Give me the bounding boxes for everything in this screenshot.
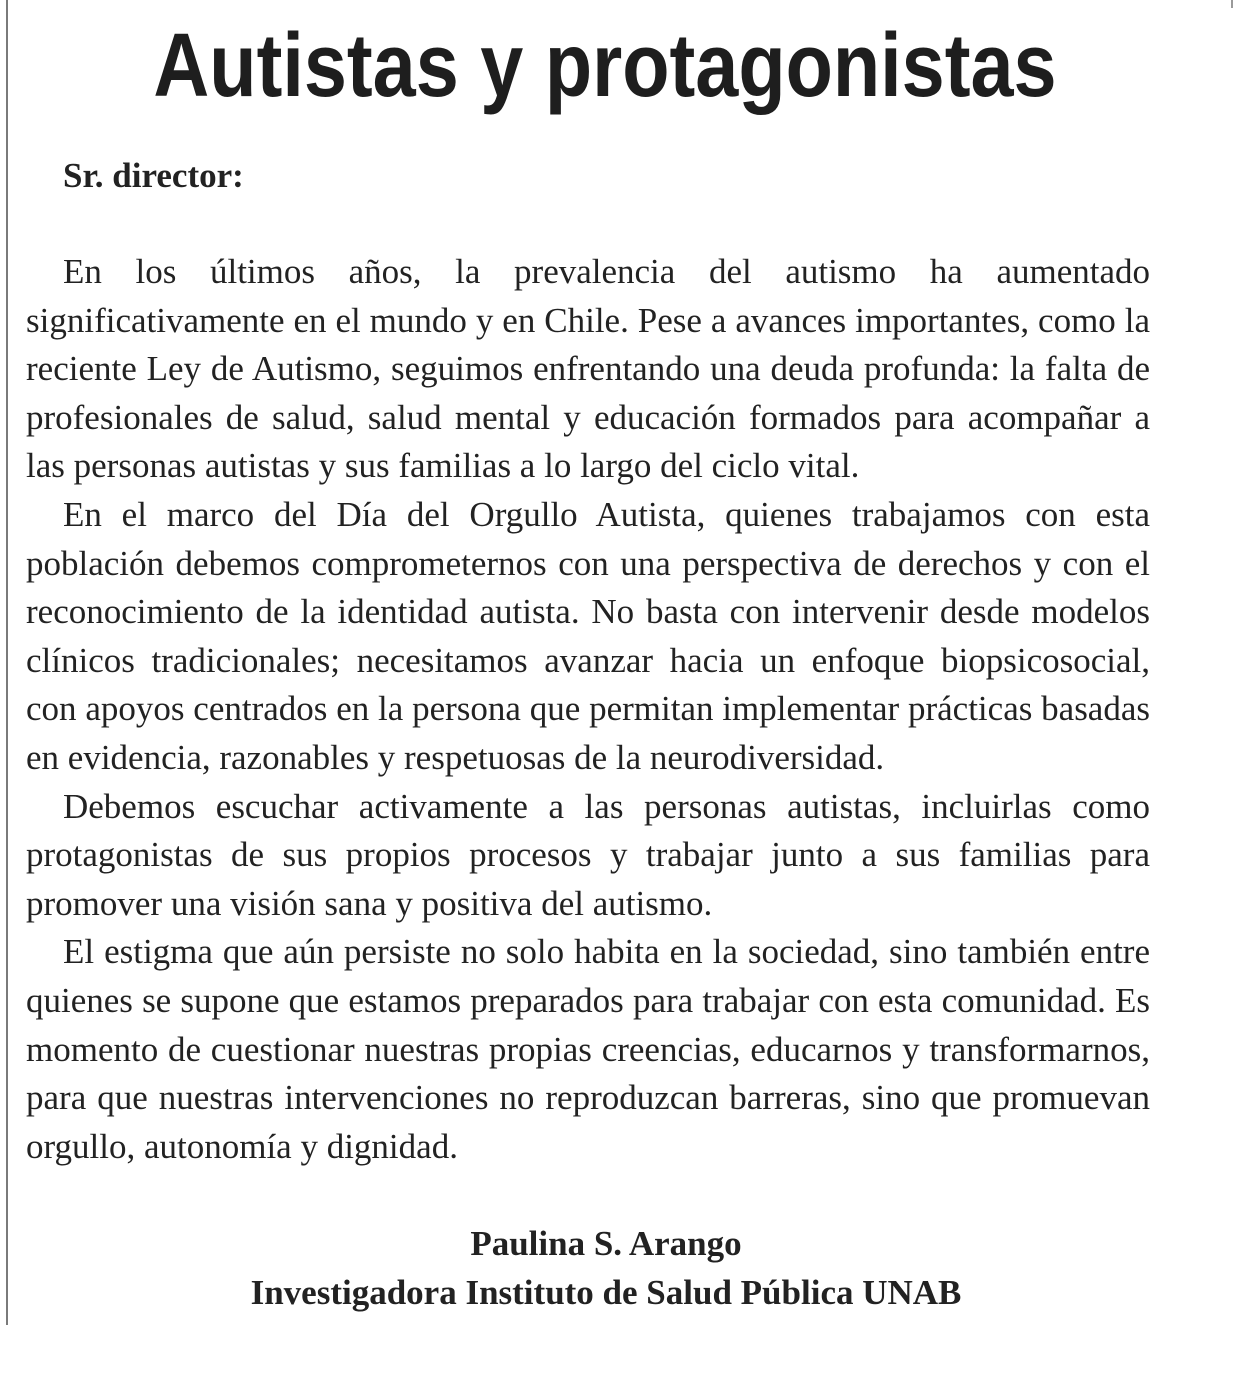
author-name: Paulina S. Arango bbox=[470, 1224, 742, 1263]
signature-block bbox=[0, 1219, 1212, 1317]
author-affiliation: Investigadora Instituto de Salud Pública UNAB bbox=[250, 1273, 962, 1312]
letter-body bbox=[26, 248, 1150, 1171]
salutation: Sr. director: bbox=[63, 156, 244, 195]
paragraph: El estigma que aún persiste no solo habita en la sociedad, sino también entre quienes se supone que estamos preparados para trabajar con esta comunidad. Es momento de cuestionar nuestras propias creencias, educarnos y transformarnos, para que nuestras intervenciones no reproduzcan barreras, sino que promuevan orgullo, autonomía y dignidad. bbox=[26, 932, 1150, 1166]
corner-mark bbox=[1231, 0, 1233, 8]
paragraph: Debemos escuchar activamente a las personas autistas, incluirlas como protagonistas de sus propios procesos y trabajar junto a sus familias para promover una visión sana y positiva del autismo. bbox=[26, 786, 1150, 923]
paragraph: En el marco del Día del Orgullo Autista, quienes trabajamos con esta población debemos comprometernos con una perspectiva de derechos y con el reconocimiento de la identidad autista. No basta con intervenir desde modelos clínicos tradicionales; necesitamos avanzar hacia un enfoque biopsicosocial, con apoyos centrados en la persona que permitan implementar prácticas basadas en evidencia, razonables y respetuosas de la neurodiversidad. bbox=[26, 494, 1150, 777]
paragraph: En los últimos años, la prevalencia del autismo ha aumentado significativamente en el mundo y en Chile. Pese a avances importantes, como la reciente Ley de Autismo, seguimos enfrentando una deuda profunda: la falta de profesionales de salud, salud mental y educación formados para acompañar a las personas autistas y sus familias a lo largo del ciclo vital. bbox=[26, 252, 1150, 486]
column-divider-line bbox=[6, 0, 8, 1325]
article-title: Autistas y protagonistas bbox=[153, 16, 1057, 116]
